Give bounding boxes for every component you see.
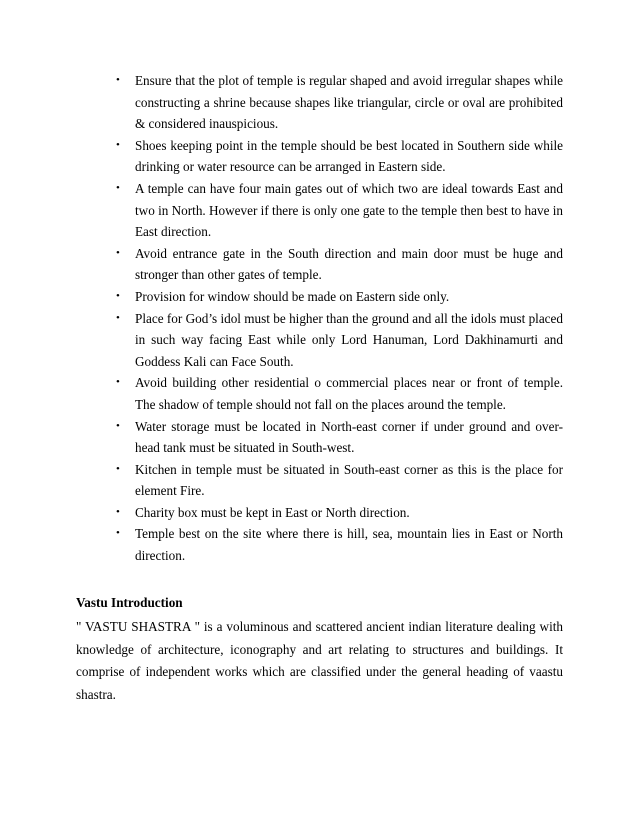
- list-item: [104, 459, 563, 502]
- list-item: [104, 308, 563, 373]
- list-item-text: Avoid entrance gate in the South direction and main door must be huge and stronger than other gates of temple.: [135, 245, 563, 283]
- list-item-text: Shoes keeping point in the temple should be best located in Southern side while drinking or water resource can be arranged in Eastern side.: [135, 137, 563, 175]
- bullet-icon: •: [116, 181, 120, 194]
- list-item-text: Provision for window should be made on Eastern side only.: [135, 288, 450, 304]
- section-body-paragraph: " VASTU SHASTRA " is a voluminous and scattered ancient indian literature dealing with knowledge of architecture, iconography and art relating to structures and buildings. It comprise of independent works which are classified under the general heading of vaastu shastra.: [76, 619, 563, 702]
- list-item-text: Place for God’s idol must be higher than the ground and all the idols must placed in such way facing East while only Lord Hanuman, Lord Dakhinamurti and Goddess Kali can Face South.: [135, 310, 563, 369]
- list-item-text: Kitchen in temple must be situated in South-east corner as this is the place for element Fire.: [135, 461, 563, 499]
- list-item-text: Ensure that the plot of temple is regular shaped and avoid irregular shapes while constructing a shrine because shapes like triangular, circle or oval are prohibited & considered inauspicious.: [135, 73, 563, 132]
- list-item: [104, 416, 563, 459]
- bullet-icon: •: [116, 74, 120, 86]
- list-item-text: Charity box must be kept in East or North direction.: [135, 504, 410, 520]
- list-item: [104, 502, 563, 524]
- list-item: [104, 523, 563, 566]
- list-item: [104, 135, 563, 178]
- list-item-text: Temple best on the site where there is hill, sea, mountain lies in East or North direction.: [135, 526, 563, 564]
- temple-guidelines-list: [104, 70, 563, 567]
- bullet-icon: •: [116, 311, 120, 324]
- bullet-icon: •: [116, 419, 120, 432]
- bullet-icon: •: [116, 505, 120, 518]
- list-item: [104, 243, 563, 286]
- bullet-icon: •: [116, 138, 120, 151]
- bullet-icon: •: [116, 246, 120, 259]
- list-item: [104, 286, 563, 308]
- bullet-icon: •: [116, 289, 120, 302]
- section-heading: Vastu Introduction: [76, 595, 183, 610]
- list-item-text: Water storage must be located in North-east corner if under ground and over-head tank must be situated in South-west.: [135, 418, 563, 456]
- list-item-text: Avoid building other residential o commercial places near or front of temple. The shadow of temple should not fall on the places around the temple.: [135, 375, 563, 412]
- bullet-icon: •: [116, 376, 120, 389]
- list-item: [104, 70, 563, 135]
- bullet-icon: •: [116, 527, 120, 540]
- list-item-text: A temple can have four main gates out of which two are ideal towards East and two in North. However if there is only one gate to the temple then best to have in East direction.: [135, 180, 563, 240]
- list-item: [104, 372, 563, 415]
- list-item: [104, 178, 563, 243]
- bullet-icon: •: [116, 462, 120, 475]
